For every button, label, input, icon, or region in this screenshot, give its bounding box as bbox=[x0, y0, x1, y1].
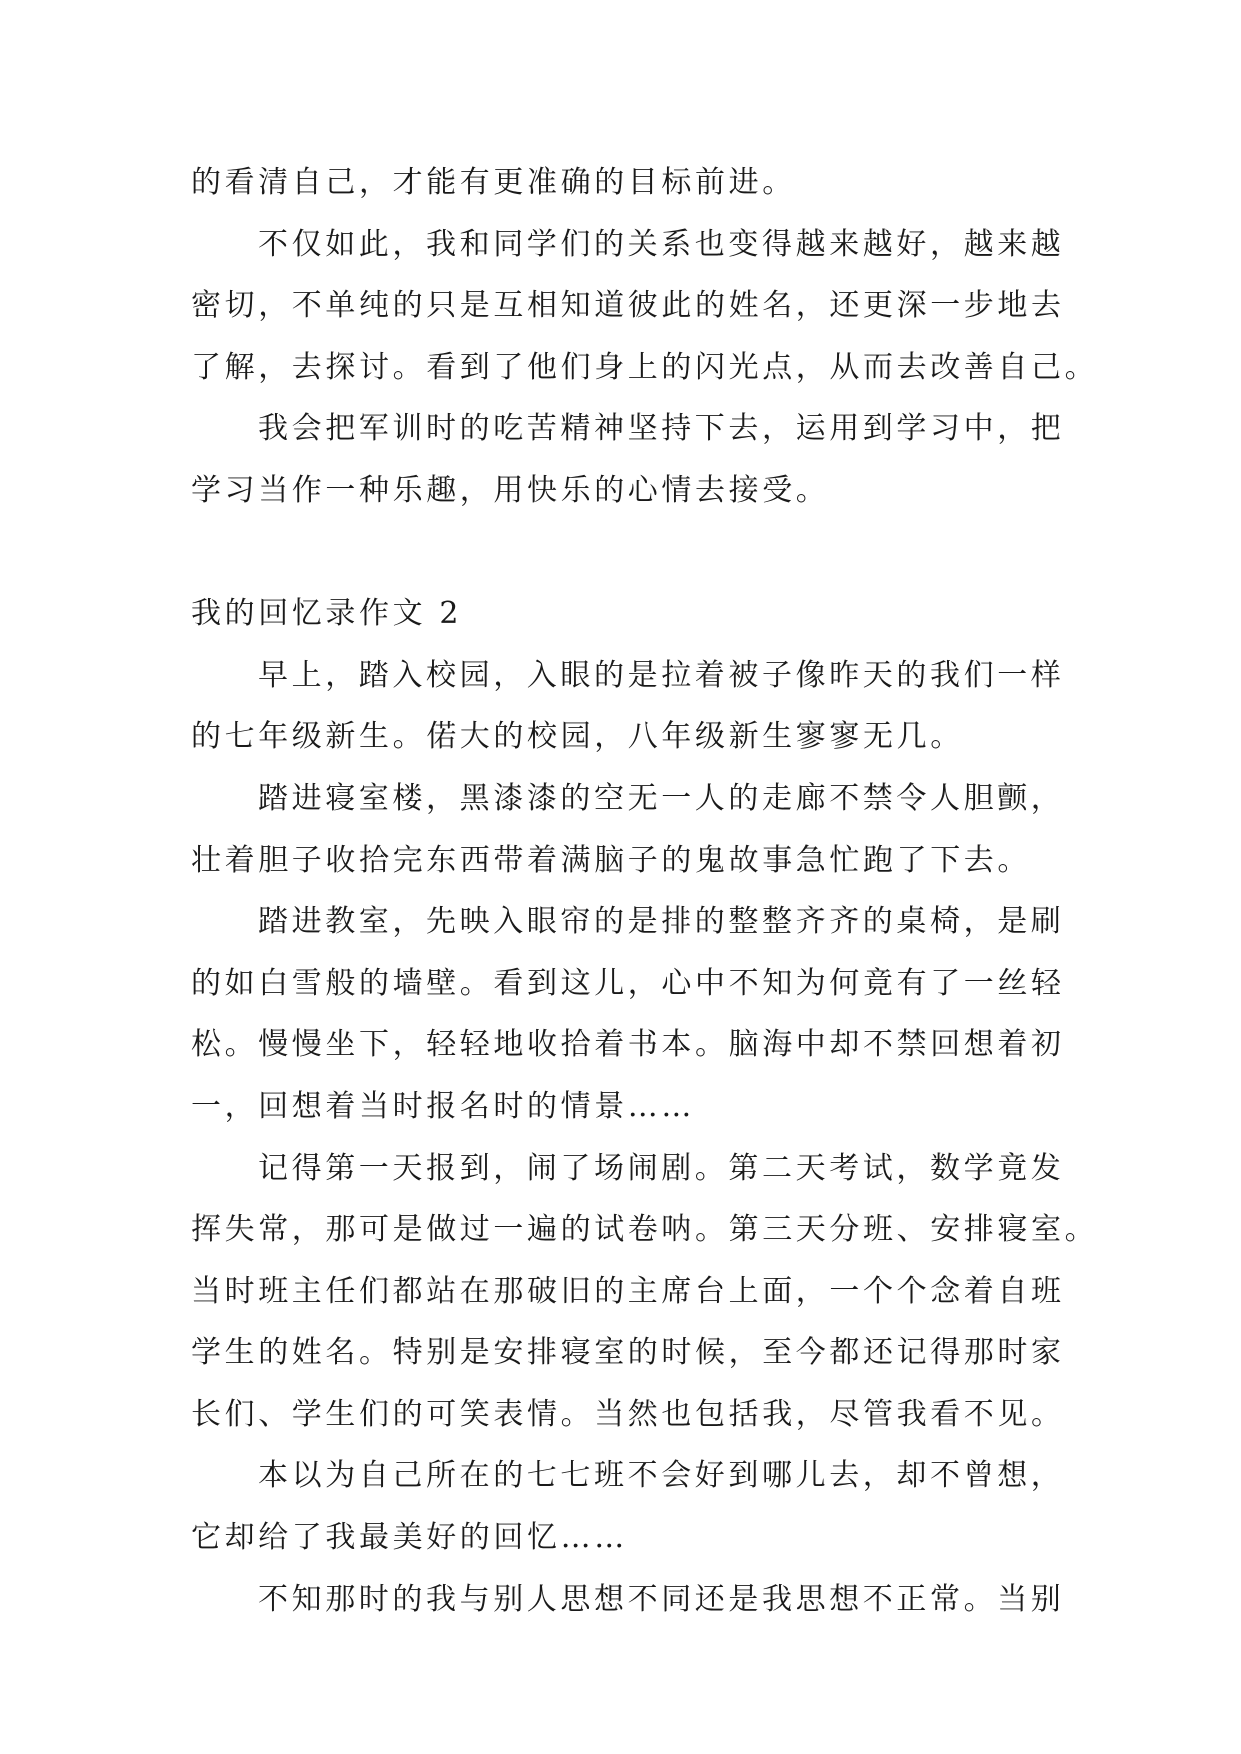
text-line: 了解，去探讨。看到了他们身上的闪光点，从而去改善自己。 bbox=[191, 349, 1099, 385]
document-body bbox=[191, 152, 1099, 1630]
text-line: 一，回想着当时报名时的情景…… bbox=[191, 1088, 695, 1124]
section-heading: 我的回忆录作文 2 bbox=[191, 596, 463, 632]
text-line: 不仅如此，我和同学们的关系也变得越来越好，越来越 bbox=[258, 226, 1065, 262]
text-line: 学习当作一种乐趣，用快乐的心情去接受。 bbox=[191, 472, 830, 508]
text-line: 不知那时的我与别人思想不同还是我思想不正常。当别 bbox=[258, 1581, 1065, 1617]
text-line: 早上，踏入校园，入眼的是拉着被子像昨天的我们一样 bbox=[258, 657, 1065, 693]
text-line: 记得第一天报到，闹了场闹剧。第二天考试，数学竟发 bbox=[258, 1150, 1065, 1186]
text-line: 踏进寝室楼，黑漆漆的空无一人的走廊不禁令人胆颤， bbox=[258, 780, 1065, 816]
text-line: 踏进教室，先映入眼帘的是排的整整齐齐的桌椅，是刷 bbox=[258, 904, 1065, 940]
text-line: 壮着胆子收拾完东西带着满脑子的鬼故事急忙跑了下去。 bbox=[191, 842, 1031, 878]
text-line: 本以为自己所在的七七班不会好到哪儿去，却不曾想， bbox=[258, 1458, 1065, 1494]
text-line: 的如白雪般的墙壁。看到这儿，心中不知为何竟有了一丝轻 bbox=[191, 965, 1065, 1001]
text-line: 学生的姓名。特别是安排寝室的时候，至今都还记得那时家 bbox=[191, 1335, 1065, 1371]
text-line: 的七年级新生。偌大的校园，八年级新生寥寥无几。 bbox=[191, 719, 964, 755]
text-line: 当时班主任们都站在那破旧的主席台上面，一个个念着自班 bbox=[191, 1273, 1065, 1309]
text-line: 密切，不单纯的只是互相知道彼此的姓名，还更深一步地去 bbox=[191, 288, 1065, 324]
paragraph-gap bbox=[191, 522, 1051, 584]
text-line: 松。慢慢坐下，轻轻地收拾着书本。脑海中却不禁回想着初 bbox=[191, 1027, 1065, 1063]
text-line: 的看清自己，才能有更准确的目标前进。 bbox=[191, 165, 796, 200]
text-line: 长们、学生们的可笑表情。当然也包括我，尽管我看不见。 bbox=[191, 1396, 1065, 1432]
text-line: 挥失常，那可是做过一遍的试卷呐。第三天分班、安排寝室。 bbox=[191, 1212, 1099, 1248]
text-line: 它却给了我最美好的回忆…… bbox=[191, 1520, 628, 1556]
text-line: 我会把军训时的吃苦精神坚持下去，运用到学习中，把 bbox=[258, 411, 1065, 447]
